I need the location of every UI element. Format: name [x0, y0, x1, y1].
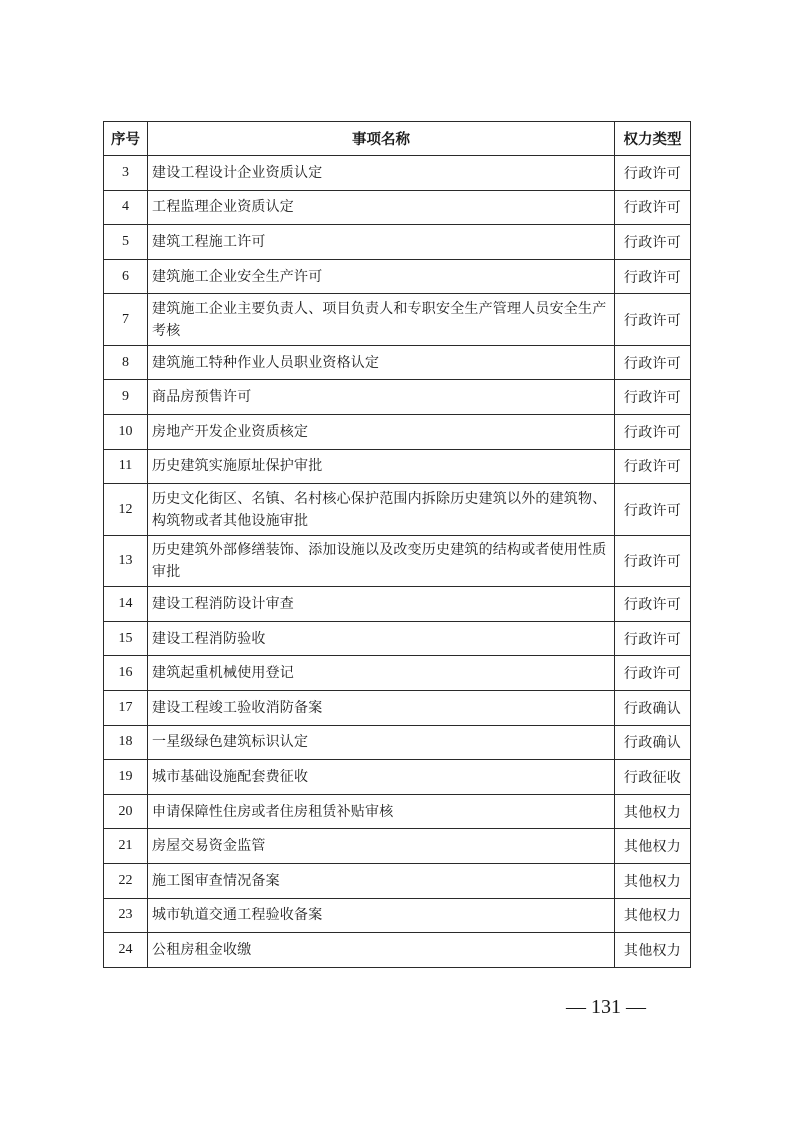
- table-row: [104, 691, 691, 726]
- table-row: [104, 449, 691, 484]
- row-power-type: 行政许可: [615, 294, 691, 346]
- row-item-name: 建筑起重机械使用登记: [148, 656, 615, 691]
- row-item-name: 历史建筑实施原址保护审批: [148, 449, 615, 484]
- row-power-type: 行政许可: [615, 156, 691, 191]
- table-row: [104, 345, 691, 380]
- row-power-type: 其他权力: [615, 864, 691, 899]
- row-item-name: 建筑施工企业安全生产许可: [148, 259, 615, 294]
- row-serial-number: 3: [104, 156, 148, 191]
- row-item-name: 公租房租金收缴: [148, 933, 615, 968]
- row-power-type: 行政许可: [615, 190, 691, 225]
- row-item-name: 建设工程消防验收: [148, 621, 615, 656]
- row-item-name: 建设工程消防设计审查: [148, 587, 615, 622]
- row-item-name: 建筑施工特种作业人员职业资格认定: [148, 345, 615, 380]
- row-serial-number: 14: [104, 587, 148, 622]
- row-item-name: 施工图审查情况备案: [148, 864, 615, 899]
- row-power-type: 行政确认: [615, 725, 691, 760]
- row-power-type: 行政许可: [615, 259, 691, 294]
- row-power-type: 其他权力: [615, 933, 691, 968]
- row-power-type: 行政征收: [615, 760, 691, 795]
- table-header-row: [104, 122, 691, 156]
- row-power-type: 行政许可: [615, 449, 691, 484]
- page-number: — 131 —: [566, 996, 646, 1018]
- row-serial-number: 23: [104, 898, 148, 933]
- row-serial-number: 6: [104, 259, 148, 294]
- row-serial-number: 13: [104, 535, 148, 587]
- table-row: [104, 621, 691, 656]
- table-row: [104, 535, 691, 587]
- table-row: [104, 898, 691, 933]
- row-serial-number: 9: [104, 380, 148, 415]
- table-row: [104, 760, 691, 795]
- table-row: [104, 294, 691, 346]
- row-item-name: 商品房预售许可: [148, 380, 615, 415]
- row-serial-number: 4: [104, 190, 148, 225]
- row-item-name: 工程监理企业资质认定: [148, 190, 615, 225]
- header-serial-number: 序号: [104, 122, 148, 156]
- row-serial-number: 5: [104, 225, 148, 260]
- table-row: [104, 656, 691, 691]
- row-item-name: 历史文化街区、名镇、名村核心保护范围内拆除历史建筑以外的建筑物、构筑物或者其他设施审批: [148, 484, 615, 536]
- header-power-type: 权力类型: [615, 122, 691, 156]
- table-row: [104, 380, 691, 415]
- row-serial-number: 11: [104, 449, 148, 484]
- power-items-table: [103, 121, 691, 968]
- row-item-name: 建筑工程施工许可: [148, 225, 615, 260]
- header-item-name: 事项名称: [148, 122, 615, 156]
- row-power-type: 行政许可: [615, 380, 691, 415]
- row-power-type: 行政许可: [615, 415, 691, 450]
- row-serial-number: 17: [104, 691, 148, 726]
- row-power-type: 行政许可: [615, 484, 691, 536]
- table-row: [104, 484, 691, 536]
- table-row: [104, 190, 691, 225]
- row-serial-number: 18: [104, 725, 148, 760]
- row-serial-number: 20: [104, 794, 148, 829]
- row-power-type: 行政许可: [615, 656, 691, 691]
- row-serial-number: 21: [104, 829, 148, 864]
- row-item-name: 城市轨道交通工程验收备案: [148, 898, 615, 933]
- row-serial-number: 15: [104, 621, 148, 656]
- row-power-type: 其他权力: [615, 794, 691, 829]
- row-serial-number: 7: [104, 294, 148, 346]
- row-serial-number: 22: [104, 864, 148, 899]
- row-item-name: 申请保障性住房或者住房租赁补贴审核: [148, 794, 615, 829]
- table-row: [104, 864, 691, 899]
- row-item-name: 房屋交易资金监管: [148, 829, 615, 864]
- row-power-type: 其他权力: [615, 898, 691, 933]
- row-item-name: 房地产开发企业资质核定: [148, 415, 615, 450]
- table-row: [104, 794, 691, 829]
- row-power-type: 其他权力: [615, 829, 691, 864]
- row-power-type: 行政许可: [615, 225, 691, 260]
- table-row: [104, 933, 691, 968]
- table-row: [104, 225, 691, 260]
- table-row: [104, 725, 691, 760]
- row-serial-number: 10: [104, 415, 148, 450]
- row-item-name: 建筑施工企业主要负责人、项目负责人和专职安全生产管理人员安全生产考核: [148, 294, 615, 346]
- row-power-type: 行政许可: [615, 621, 691, 656]
- row-item-name: 一星级绿色建筑标识认定: [148, 725, 615, 760]
- row-serial-number: 19: [104, 760, 148, 795]
- row-serial-number: 16: [104, 656, 148, 691]
- row-power-type: 行政许可: [615, 587, 691, 622]
- table-row: [104, 259, 691, 294]
- table-row: [104, 587, 691, 622]
- table-row: [104, 156, 691, 191]
- row-item-name: 城市基础设施配套费征收: [148, 760, 615, 795]
- row-power-type: 行政许可: [615, 345, 691, 380]
- row-serial-number: 24: [104, 933, 148, 968]
- row-serial-number: 8: [104, 345, 148, 380]
- row-item-name: 建设工程竣工验收消防备案: [148, 691, 615, 726]
- row-power-type: 行政许可: [615, 535, 691, 587]
- table-row: [104, 415, 691, 450]
- row-item-name: 历史建筑外部修缮装饰、添加设施以及改变历史建筑的结构或者使用性质审批: [148, 535, 615, 587]
- row-power-type: 行政确认: [615, 691, 691, 726]
- table-row: [104, 829, 691, 864]
- row-serial-number: 12: [104, 484, 148, 536]
- row-item-name: 建设工程设计企业资质认定: [148, 156, 615, 191]
